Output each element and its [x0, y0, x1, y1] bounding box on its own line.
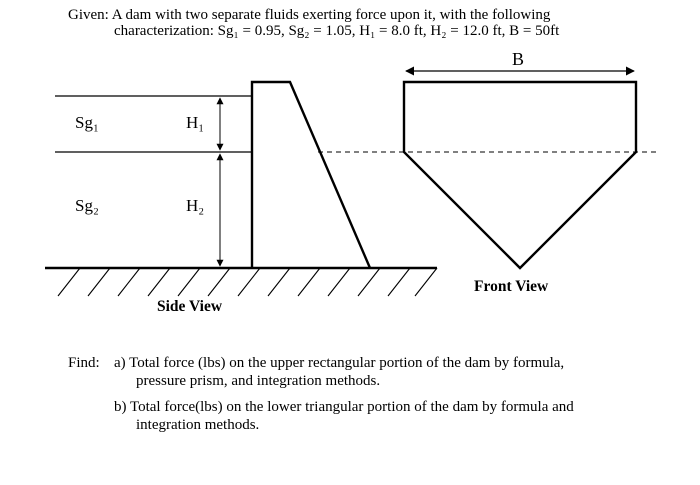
find-a-line-1: a) Total force (lbs) on the upper rectangular portion of the dam by formula, [114, 355, 565, 371]
sg1-label: Sg₁ [75, 113, 99, 132]
find-b-line-2: integration methods. [136, 417, 260, 433]
front-view-label: Front View [474, 278, 549, 295]
b-label: B [512, 49, 525, 69]
h2-label: H₂ [186, 196, 205, 215]
find-label: Find: [68, 355, 100, 371]
sg2-label: Sg₂ [75, 196, 99, 215]
ground-hatch [58, 268, 437, 296]
h1-label: H₁ [186, 113, 205, 132]
find-b-line-1: b) Total force(lbs) on the lower triangular portion of the dam by formula and [114, 399, 574, 415]
given-line-2: characterization: Sg₁ = 0.95, Sg₂ = 1.05, H₁ = 8.0 ft, H₂ = 12.0 ft, B = 50ft [114, 23, 560, 39]
find-a-line-2: pressure prism, and integration methods. [136, 373, 381, 389]
given-line-1: Given: A dam with two separate fluids exerting force upon it, with the following [68, 7, 551, 23]
dam-side-profile [252, 82, 370, 268]
front-view-shape [404, 82, 636, 268]
side-view-label: Side View [157, 298, 223, 315]
